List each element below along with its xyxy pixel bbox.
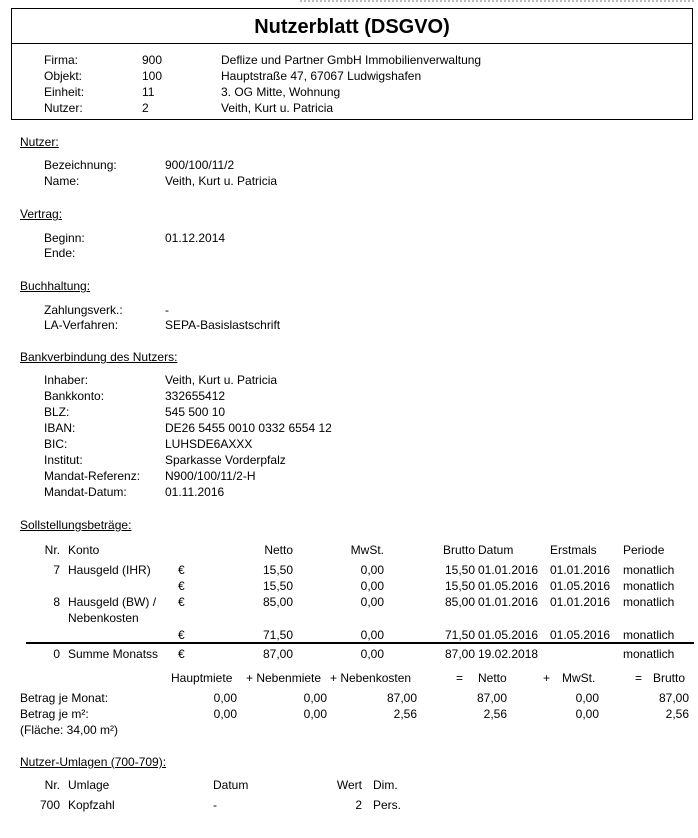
umlage-dim: Pers. [373,798,402,812]
row-erstmals: 01.01.2016 [550,595,611,609]
breakdown-header: + [543,671,551,685]
header-code: 900 [142,53,163,67]
col-header-datum: Datum [478,543,514,557]
sum-divider [26,642,694,644]
field-label: Mandat-Datum: [44,485,127,499]
section-heading-umlagen: Nutzer-Umlagen (700-709): [20,755,167,769]
row-currency: € [178,563,185,577]
col-header-dim: Dim. [373,778,398,792]
row-netto: 15,50 [262,563,293,577]
breakdown-header: + Nebenkosten [330,671,412,685]
breakdown-label: Betrag je m²: [20,707,89,721]
col-header-datum: Datum [213,778,249,792]
breakdown-value: 87,00 [386,691,417,705]
field-value: 545 500 10 [165,405,226,419]
field-value: N900/100/11/2-H [165,469,256,483]
row-erstmals: 01.05.2016 [550,579,611,593]
row-mwst: 0,00 [360,563,384,577]
header-label: Einheit: [44,85,85,99]
umlage-name: Kopfzahl [68,798,115,812]
row-mwst: 0,00 [360,595,384,609]
sum-brutto: 87,00 [444,647,475,661]
row-erstmals: 01.01.2016 [550,563,611,577]
field-label: BIC: [44,437,68,451]
breakdown-header: Brutto [653,671,686,685]
breakdown-value: 87,00 [476,691,507,705]
umlage-wert: 2 [355,798,362,812]
row-periode: monatlich [623,595,675,609]
header-value: Veith, Kurt u. Patricia [221,101,334,115]
row-datum: 01.05.2016 [478,579,539,593]
sum-konto: Summe Monatss [68,647,159,661]
row-brutto: 15,50 [444,563,475,577]
breakdown-value: 0,00 [575,691,599,705]
breakdown-value: 0,00 [303,707,327,721]
header-value: 3. OG Mitte, Wohnung [221,85,341,99]
field-value: 01.12.2014 [165,231,226,245]
breakdown-value: 87,00 [658,691,689,705]
umlage-datum: - [213,798,217,812]
row-currency: € [178,579,185,593]
col-header-netto: Netto [264,543,293,557]
header-label: Objekt: [44,69,83,83]
field-label: Mandat-Referenz: [44,469,141,483]
row-currency: € [178,595,185,609]
breakdown-value: 0,00 [213,691,237,705]
col-header-periode: Periode [623,543,665,557]
sum-periode: monatlich [623,647,675,661]
header-value: Hauptstraße 47, 67067 Ludwigshafen [221,69,422,83]
breakdown-value: 2,56 [665,707,689,721]
field-label: Zahlungsverk.: [44,303,123,317]
page-title: Nutzerblatt (DSGVO) [254,16,450,38]
field-label: LA-Verfahren: [44,318,119,332]
field-label: Beginn: [44,231,85,245]
field-label: Name: [44,174,80,188]
row-mwst: 0,00 [360,579,384,593]
row-netto: 71,50 [262,628,293,642]
field-value: Veith, Kurt u. Patricia [165,174,278,188]
breakdown-value: 0,00 [303,691,327,705]
breakdown-value: 0,00 [575,707,599,721]
field-value: Sparkasse Vorderpfalz [165,453,286,467]
field-value: Veith, Kurt u. Patricia [165,373,278,387]
field-label: IBAN: [44,421,76,435]
row-datum: 01.01.2016 [478,595,539,609]
row-nr: 7 [53,563,60,577]
row-mwst: 0,00 [360,628,384,642]
sum-mwst: 0,00 [360,647,384,661]
header-info-box [11,43,693,120]
title-box [11,8,693,44]
row-datum: 01.05.2016 [478,628,539,642]
col-header-nr: Nr. [44,778,60,792]
sum-nr: 0 [53,647,60,661]
field-label: Inhaber: [44,373,89,387]
col-header-brutto: Brutto [442,543,475,557]
field-label: Bankkonto: [44,389,105,403]
section-heading-bank: Bankverbindung des Nutzers: [20,350,178,364]
field-value: 332655412 [165,389,226,403]
row-datum: 01.01.2016 [478,563,539,577]
section-heading-nutzer: Nutzer: [20,135,59,149]
header-code: 100 [142,69,163,83]
row-konto: Nebenkosten [68,611,139,625]
row-nr: 8 [53,595,60,609]
field-value: 01.11.2016 [165,485,225,499]
sum-netto: 87,00 [262,647,293,661]
header-value: Deflize und Partner GmbH Immobilienverwaltung [221,53,482,67]
col-header-konto: Konto [68,543,100,557]
row-periode: monatlich [623,563,675,577]
field-value: 900/100/11/2 [165,158,235,172]
field-value: - [165,303,169,317]
col-header-nr: Nr. [44,543,60,557]
row-brutto: 85,00 [444,595,475,609]
breakdown-header: MwSt. [562,671,596,685]
row-currency: € [178,628,185,642]
sum-currency: € [178,647,185,661]
breakdown-header: = [456,671,464,685]
header-label: Nutzer: [44,101,83,115]
flaeche-note: (Fläche: 34,00 m²) [20,723,119,737]
header-code: 2 [142,101,149,115]
col-header-umlage: Umlage [68,778,110,792]
breakdown-value: 2,56 [393,707,417,721]
row-periode: monatlich [623,628,675,642]
row-netto: 15,50 [262,579,293,593]
row-netto: 85,00 [262,595,293,609]
breakdown-header: Hauptmiete [171,671,233,685]
field-label: Bezeichnung: [44,158,117,172]
col-header-mwst: MwSt. [350,543,384,557]
breakdown-header: + Nebenmiete [246,671,322,685]
breakdown-label: Betrag je Monat: [20,691,109,705]
row-konto: Hausgeld (IHR) [68,563,151,577]
field-value: LUHSDE6AXXX [165,437,253,451]
breakdown-header: Netto [478,671,507,685]
row-brutto: 15,50 [444,579,475,593]
col-header-wert: Wert [336,778,362,792]
field-label: Institut: [44,453,83,467]
breakdown-header: = [635,671,643,685]
header-strip [300,0,695,2]
section-heading-soll: Sollstellungsbeträge: [20,518,132,532]
sum-datum: 19.02.2018 [478,647,539,661]
row-erstmals: 01.05.2016 [550,628,611,642]
row-konto: Hausgeld (BW) / [68,595,157,609]
umlage-nr: 700 [39,798,60,812]
section-heading-vertrag: Vertrag: [20,207,63,221]
breakdown-value: 0,00 [213,707,237,721]
header-code: 11 [142,85,155,99]
field-value: SEPA-Basislastschrift [165,318,281,332]
field-value: DE26 5455 0010 0332 6554 12 [165,421,332,435]
row-brutto: 71,50 [444,628,475,642]
breakdown-value: 2,56 [483,707,507,721]
header-label: Firma: [44,53,78,67]
field-label: BLZ: [44,405,70,419]
row-periode: monatlich [623,579,675,593]
col-header-erstmals: Erstmals [550,543,597,557]
field-label: Ende: [44,246,76,260]
section-heading-buchhaltung: Buchhaltung: [20,279,91,293]
